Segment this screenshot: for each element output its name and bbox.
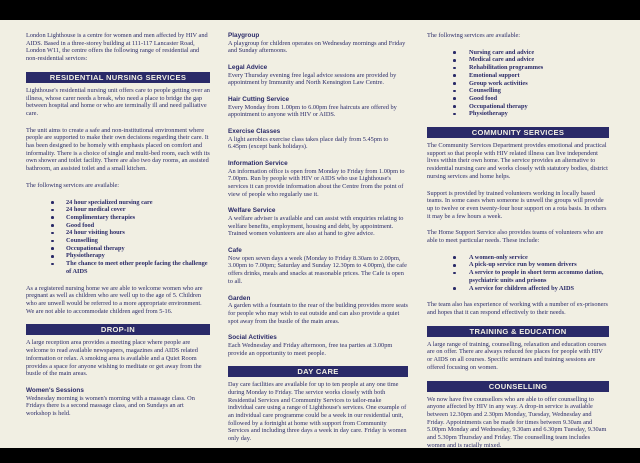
column-middle bbox=[228, 32, 408, 452]
hair-cutting-text: Every Monday from 1.00pm to 6.00pm free haircuts are offered by appointment to anyone with HIV or AIDS. bbox=[228, 103, 397, 119]
garden-text: A garden with a fountain to the rear of the building provides more seats for people who may wish to eat outside and can also provide a quiet spot away from the bustle of the main areas. bbox=[228, 302, 408, 325]
legal-advice-text: Every Thursday evening free legal advice sessions are provided by appointment by Immunity and North Kensington Law Centre. bbox=[228, 71, 397, 87]
leaflet-page bbox=[0, 20, 640, 448]
community-services-heading: COMMUNITY SERVICES bbox=[427, 127, 609, 138]
drop-in-paragraph: A large reception area provides a meeting place where people are welcome to read available newspapers, magazines and AIDS related information or relax. A smoking area is available and a Quiet Room provides a space for anyone wishing to meditate or get away from the bustle of the main areas. bbox=[26, 339, 202, 378]
list-item: 24 hour medical cover bbox=[26, 206, 210, 214]
community-paragraph-1: The Community Services Department provides emotional and practical support so that people with HIV related illness can live independent lives within their own home. The service provides an alternative to residential nursing care and works closely with statutory bodies, district nursing services and home helps. bbox=[427, 142, 608, 180]
welfare-service-heading: Welfare Service bbox=[228, 207, 276, 215]
community-paragraph-2: Support is provided by trained volunteers working in locally based teams. In some cases when someone is unwell the groups will provide up to twelve or even twenty-four hour support on a rota basis. In others it may be a few hours a week. bbox=[427, 189, 607, 220]
list-item: Good food bbox=[26, 222, 210, 230]
residential-paragraph-2: The unit aims to create a safe and non-institutional environment where people are supported to make their own decisions regarding their care. It has been designed to be homely with emphasis placed on comfort and informality. There is a choice of single and multi-bed room, each with its own shower and toilet facility. There are also two day rooms, an assisted bathroom, an assisted toilet and a small kitchen. bbox=[26, 126, 210, 173]
cafe-heading: Cafe bbox=[228, 247, 242, 255]
exercise-classes-heading: Exercise Classes bbox=[228, 128, 281, 135]
welfare-service-text: A welfare adviser is available and can assist with enquiries relating to welfare benefits, employment, housing and debt, by appointment. Trained women volunteers are also at hand to give advice. bbox=[228, 215, 404, 238]
list-item: Complimentary therapies bbox=[26, 214, 210, 222]
hair-cutting-heading: Hair Cutting Service bbox=[228, 96, 290, 103]
counselling-text: We now have five counsellors who are able to offer counselling to anyone affected by HIV in any way. A drop-in service is available between 12.30pm and 2.30pm Monday, Tuesday, Wednesday and Friday. Appointments can be made for times between 9.30am and 5.00pm Monday and Wednesday, 9.30am and 6.30pm Tuesday, 9.30am and 5.30pm Thursday and Friday. The counselling team includes women and is racially mixed. bbox=[427, 395, 607, 449]
list-item: Group work activities bbox=[427, 80, 609, 88]
womens-sessions-heading: Women's Sessions bbox=[26, 386, 84, 394]
social-activities-text: Each Wednesday and Friday afternoon, free tea parties at 3.00pm provide an opportunity to meet people. bbox=[228, 341, 393, 357]
list-item: Occupational therapy bbox=[427, 103, 609, 111]
column-right bbox=[427, 32, 609, 458]
list-item: The chance to meet other people facing the challenge of AIDS bbox=[26, 260, 210, 275]
list-item: Nursing care and advice bbox=[427, 49, 609, 57]
list-item: A service for children affected by AIDS bbox=[427, 285, 609, 293]
residential-services-list bbox=[26, 199, 210, 276]
list-item: A women-only service bbox=[427, 254, 609, 262]
home-support-list bbox=[427, 254, 609, 293]
day-care-heading: DAY CARE bbox=[228, 366, 408, 377]
column-left bbox=[26, 32, 210, 427]
womens-sessions-text: Wednesday morning is women's morning with a massage class. On Fridays there is a second massage class, and on Sundays an art workshop is held. bbox=[26, 394, 195, 417]
garden-heading: Garden bbox=[228, 294, 251, 302]
residential-nursing-heading: RESIDENTIAL NURSING SERVICES bbox=[26, 72, 210, 83]
list-item: A pick-up service run by women drivers bbox=[427, 261, 609, 269]
list-item: Counselling bbox=[427, 87, 609, 95]
playgroup-heading: Playgroup bbox=[228, 32, 260, 39]
list-item: 24 hour specialized nursing care bbox=[26, 199, 210, 207]
list-item: Counselling bbox=[26, 237, 210, 245]
playgroup-text: A playgroup for children operates on Wednesday mornings and Friday and Sunday afternoons. bbox=[228, 39, 406, 55]
residential-paragraph-1: Lighthouse's residential nursing unit offers care to people getting over an illness, whose carer needs a break, who need a place to bridge the gap between hospital and home or who are terminally ill and need palliative care. bbox=[26, 86, 210, 117]
list-item: Good food bbox=[427, 95, 609, 103]
community-paragraph-3: The Home Support Service also provides teams of volunteers who are able to meet particular needs. These include: bbox=[427, 229, 604, 245]
social-activities-heading: Social Activities bbox=[228, 334, 277, 342]
day-care-list-intro: The following services are available: bbox=[427, 32, 521, 39]
community-paragraph-4: The team also has experience of working with a number of ex-prisoners and hopes that it can respond effectively to their needs. bbox=[427, 301, 608, 316]
list-item: 24 hour visiting hours bbox=[26, 229, 210, 237]
list-item: Physiotherapy bbox=[427, 110, 609, 118]
day-care-services-list bbox=[427, 49, 609, 118]
counselling-heading: COUNSELLING bbox=[427, 381, 609, 392]
training-education-heading: TRAINING & EDUCATION bbox=[427, 326, 609, 337]
day-care-text: Day care facilities are available for up to ten people at any one time during Monday to Friday. The service works closely with both Residential Services and Community Services to tailor-make individual care using a range of Lighthouse's services. One example of an individual care programme could be a week in our residential unit, followed by a fortnight at home with support from Community Services and including three days a week in day care. Friday is women only day. bbox=[228, 381, 407, 443]
list-item: Occupational therapy bbox=[26, 245, 210, 253]
list-item: A service to people in short term accommo dation, psychiatric units and prisons bbox=[427, 269, 609, 284]
intro-text: London Lighthouse is a centre for women and men affected by HIV and AIDS. Based in a three-storey building at 111-117 Lancaster Road, London W11, the centre offers the following range of residential and non-residential services: bbox=[26, 32, 208, 63]
drop-in-heading: DROP-IN bbox=[26, 324, 210, 335]
cafe-text: Now open seven days a week (Monday to Friday 8.30am to 2.00pm, 3.00pm to 7.00pm; Saturday and Sunday 12.30pm to 4.00pm), the cafe offers drinks, meals and snacks at reasonable prices. The Cafe is open to all. bbox=[228, 254, 407, 285]
list-item: Emotional support bbox=[427, 72, 609, 80]
residential-paragraph-3: As a registered nursing home we are able to welcome women who are pregnant as well as children who are well up to the age of 5. Children who are unwell would be referred to a more appropriate environment. We are not able to accommodate children aged from 5-16. bbox=[26, 284, 203, 315]
information-service-heading: Information Service bbox=[228, 160, 288, 167]
legal-advice-heading: Legal Advice bbox=[228, 64, 268, 71]
list-item: Medical care and advice bbox=[427, 56, 609, 64]
list-item: Rehabilitation programmes bbox=[427, 64, 609, 72]
training-education-text: A large range of training, counselling, relaxation and education courses are on offer. There are always reduced fee places for people with HIV or AIDS on all courses. Specific seminars and training sessions are offered focusing on women. bbox=[427, 340, 607, 371]
residential-list-intro: The following services are available: bbox=[26, 181, 120, 189]
information-service-text: An information office is open from Monday to Friday from 1.00pm to 7.00pm. Run by people with HIV or AIDS who use Lighthouse's services it can provide information about the Centre from the point of view of people who regularly use it. bbox=[228, 167, 405, 198]
list-item: Physiotherapy bbox=[26, 252, 210, 260]
exercise-classes-text: A light aerobics exercise class takes place daily from 5.45pm to 6.45pm (except bank holidays). bbox=[228, 135, 389, 151]
